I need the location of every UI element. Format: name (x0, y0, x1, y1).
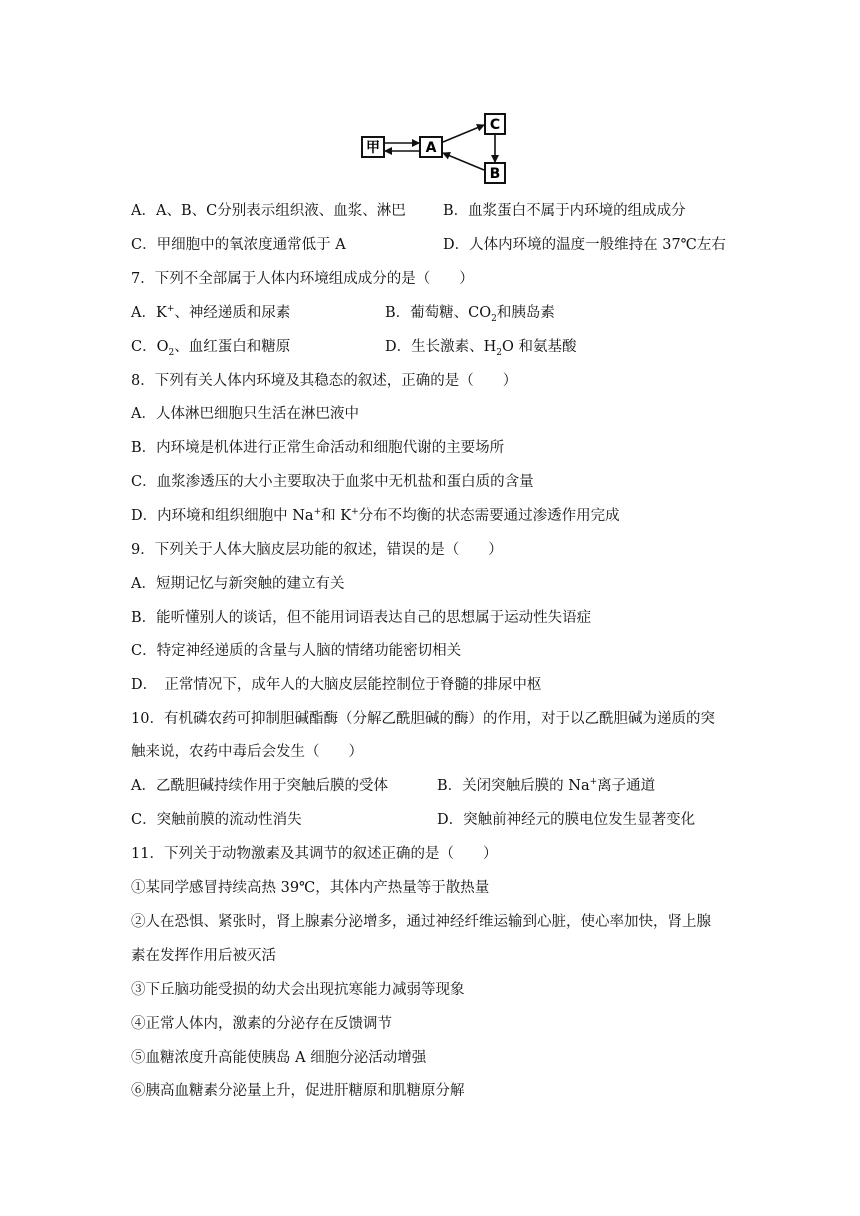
q11-statement-3: ③下丘脑功能受损的幼犬会出现抗寒能力减弱等现象 (131, 982, 465, 998)
relationship-diagram (360, 110, 520, 190)
q7-option-a: A．K+、神经递质和尿素 (131, 304, 291, 321)
q11-statement-2-line1: ②人在恐惧、紧张时，肾上腺素分泌增多，通过神经纤维运输到心脏，使心率加快，肾上腺 (131, 914, 711, 930)
q11-stem: 11．下列关于动物激素及其调节的叙述正确的是（ ） (131, 846, 498, 862)
q6-option-d: D．人体内环境的温度一般维持在 37℃左右 (443, 237, 726, 253)
q9-stem: 9．下列关于人体大脑皮层功能的叙述，错误的是（ ） (131, 542, 503, 558)
q7-stem: 7．下列不全部属于人体内环境组成成分的是（ ） (131, 271, 474, 287)
node-b-label: B (489, 166, 501, 182)
q6-option-c: C．甲细胞中的氧浓度通常低于 A (131, 237, 346, 253)
q7-option-c: C．$O_2$、血红蛋白和糖原 (131, 339, 291, 358)
q8-option-c: C．血浆渗透压的大小主要取决于血浆中无机盐和蛋白质的含量 (131, 474, 534, 490)
q11-statement-4: ④正常人体内，激素的分泌存在反馈调节 (131, 1016, 392, 1032)
q9-option-a: A．短期记忆与新突触的建立有关 (131, 576, 345, 592)
q10-stem-line2: 触来说，农药中毒后会发生（ ） (131, 744, 363, 760)
q9-option-b: B．能听懂别人的谈话，但不能用词语表达自己的思想属于运动性失语症 (131, 610, 592, 626)
q9-option-c: C．特定神经递质的含量与人脑的情绪功能密切相关 (131, 643, 462, 659)
q11-statement-2-line2: 素在发挥作用后被灭活 (131, 948, 276, 964)
q10-option-c: C．突触前膜的流动性消失 (131, 812, 302, 828)
q7-option-b: B．葡萄糖、$CO_2$和胰岛素 (385, 305, 555, 324)
q6-option-a: A．A、B、C分别表示组织液、血浆、淋巴 (131, 203, 406, 219)
node-a-label: A (425, 140, 437, 156)
node-c-label: C (489, 117, 501, 133)
q8-stem: 8．下列有关人体内环境及其稳态的叙述，正确的是（ ） (131, 373, 518, 389)
q10-stem-line1: 10．有机磷农药可抑制胆碱酯酶（分解乙酰胆碱的酶）的作用，对于以乙酰胆碱为递质的突 (131, 711, 715, 727)
arrow-b-to-a (443, 153, 484, 170)
q9-option-d: D． 正常情况下，成年人的大脑皮层能控制位于脊髓的排尿中枢 (131, 677, 542, 693)
q7-option-d: D．生长激素、$H_2O$ 和氨基酸 (385, 339, 577, 358)
q6-option-b: B．血浆蛋白不属于内环境的组成成分 (443, 203, 686, 219)
q10-option-b: B．关闭突触后膜的 Na+离子通道 (437, 777, 656, 794)
q11-statement-1: ①某同学感冒持续高热 39℃，其体内产热量等于散热量 (131, 880, 490, 896)
q8-option-b: B．内环境是机体进行正常生命活动和细胞代谢的主要场所 (131, 440, 505, 456)
q8-option-d: D．内环境和组织细胞中 Na+和 K+分布不均衡的状态需要通过渗透作用完成 (131, 507, 620, 524)
q10-option-d: D．突触前神经元的膜电位发生显著变化 (437, 812, 696, 828)
q8-option-a: A．人体淋巴细胞只生活在淋巴液中 (131, 406, 359, 422)
q11-statement-6: ⑥胰高血糖素分泌量上升，促进肝糖原和肌糖原分解 (131, 1083, 465, 1099)
q10-option-a: A．乙酰胆碱持续作用于突触后膜的受体 (131, 778, 388, 794)
q11-statement-5: ⑤血糖浓度升高能使胰岛 A 细胞分泌活动增强 (131, 1050, 427, 1066)
arrow-a-to-c (443, 125, 484, 142)
node-jia-label: 甲 (366, 140, 380, 156)
